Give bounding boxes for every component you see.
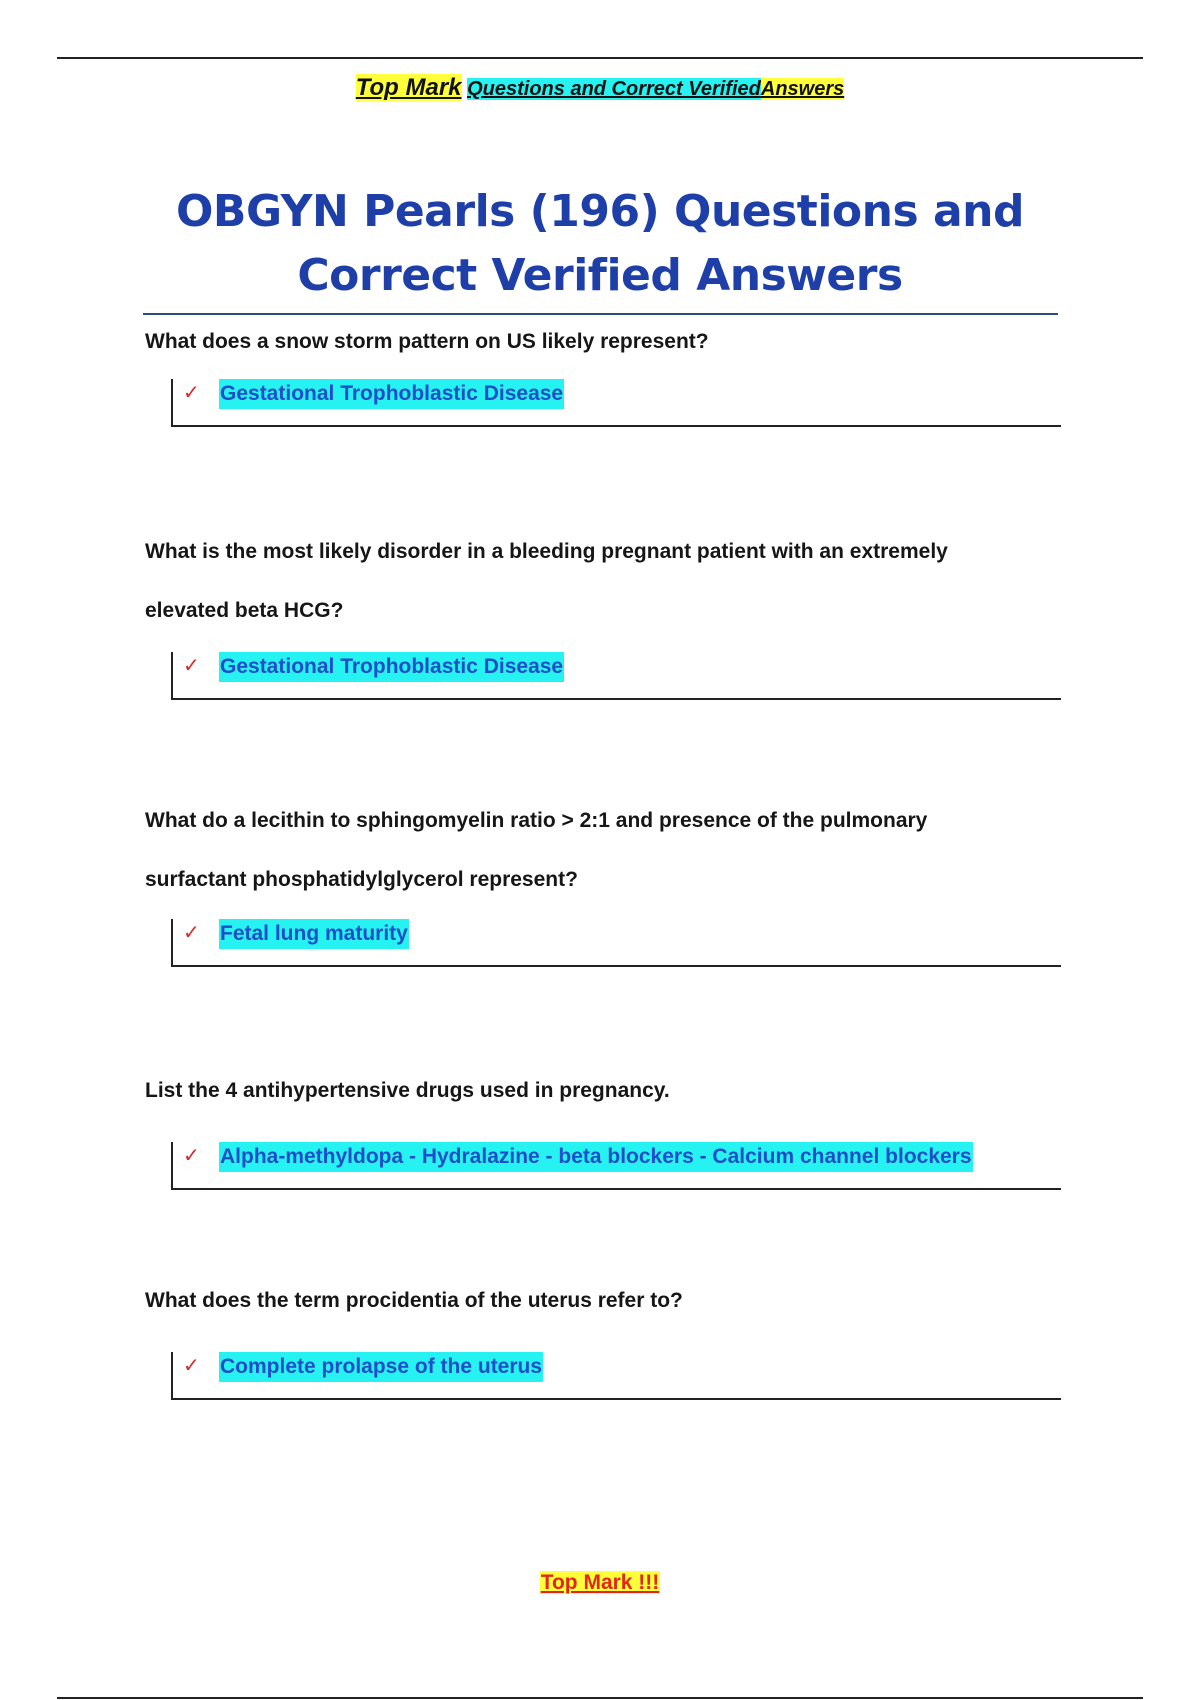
qa-item-2: [145, 522, 1065, 700]
question-4-line-1: List the 4 antihypertensive drugs used in pregnancy.: [145, 1079, 670, 1102]
answer-box-4: [171, 1142, 1061, 1190]
checkmark-icon: ✓: [183, 655, 200, 677]
question-5-line-1: What does the term procidentia of the uterus refer to?: [145, 1289, 683, 1312]
title-line-1: OBGYN Pearls (196) Questions and: [176, 186, 1024, 237]
footer-text: Top Mark !!!: [540, 1571, 660, 1594]
page-footer: [0, 1568, 1200, 1598]
page-header: [0, 73, 1200, 104]
header-tagline-end: Answers: [760, 78, 845, 100]
answer-box-1: [171, 379, 1061, 427]
question-3-line-1: What do a lecithin to sphingomyelin ratio > 2:1 and presence of the pulmonary: [145, 809, 928, 832]
answer-4: Alpha-methyldopa - Hydralazine - beta blockers - Calcium channel blockers: [219, 1142, 973, 1172]
checkmark-icon: ✓: [183, 1145, 200, 1167]
header-brand: Top Mark: [355, 74, 462, 101]
top-rule: [57, 57, 1143, 59]
answer-box-2: [171, 652, 1061, 700]
header-tagline: Questions and Correct Verified: [467, 78, 761, 100]
qa-item-4: [145, 1061, 1065, 1190]
question-2-line-2: elevated beta HCG?: [145, 599, 344, 622]
qa-item-3: [145, 791, 1065, 967]
qa-item-5: [145, 1271, 1065, 1400]
question-3-line-2: surfactant phosphatidylglycerol represent?: [145, 868, 578, 891]
answer-2: Gestational Trophoblastic Disease: [219, 652, 564, 682]
question-1-line-1: What does a snow storm pattern on US likely represent?: [145, 330, 709, 353]
answer-3: Fetal lung maturity: [219, 919, 409, 949]
bottom-rule: [57, 1697, 1143, 1699]
answer-1: Gestational Trophoblastic Disease: [219, 379, 564, 409]
checkmark-icon: ✓: [183, 382, 200, 404]
document-title: [140, 180, 1060, 308]
answer-box-3: [171, 919, 1061, 967]
checkmark-icon: ✓: [183, 1355, 200, 1377]
title-line-2: Correct Verified Answers: [297, 250, 903, 301]
question-2-line-1: What is the most likely disorder in a bleeding pregnant patient with an extremely: [145, 540, 948, 563]
answer-5: Complete prolapse of the uterus: [219, 1352, 543, 1382]
checkmark-icon: ✓: [183, 922, 200, 944]
qa-item-1: [145, 312, 1065, 427]
answer-box-5: [171, 1352, 1061, 1400]
